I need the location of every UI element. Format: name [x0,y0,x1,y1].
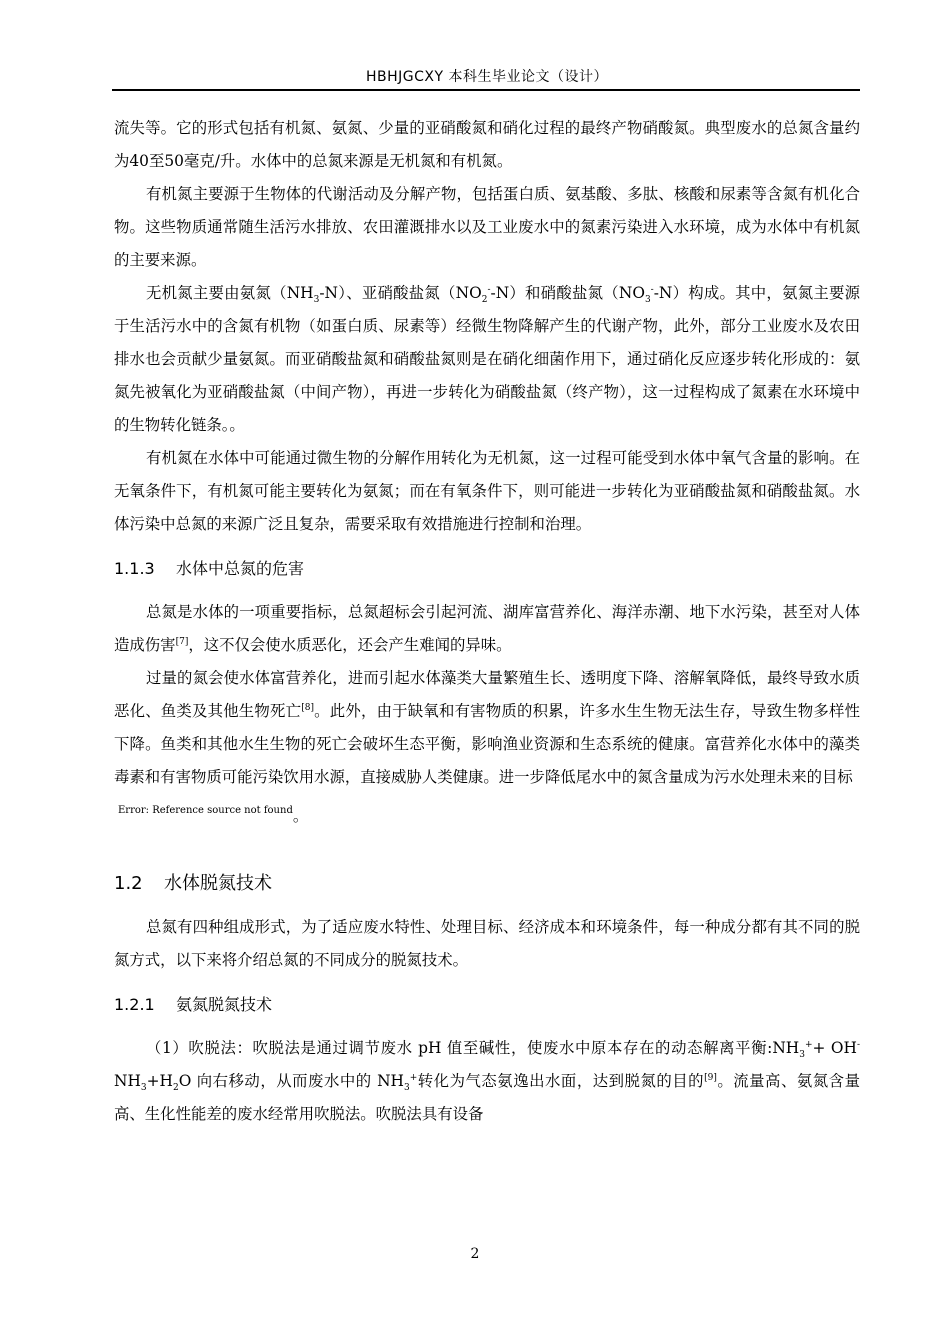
superscript: + [409,1072,418,1083]
citation-link[interactable]: [9] [704,1072,717,1083]
paragraph [114,662,860,833]
page-header: HBHJGCXY 本科生毕业论文（设计） [365,69,608,85]
heading-title: 氨氮脱氮技术 [176,995,273,1014]
subscript: 3 [799,1050,805,1061]
paragraph-stripping-method [114,1032,860,1131]
text-run: NH [114,1072,141,1090]
text-run: O 向右移动，从而废水中的 NH [178,1072,404,1090]
subscript: 2 [481,295,488,306]
text-run: +H [146,1072,173,1090]
text-run: + OH [812,1039,857,1057]
text-run: （1）吹脱法：吹脱法是通过调节废水 pH 值至碱性，使废水中原本存在的动态解离平衡:NH [146,1039,800,1057]
paragraph [114,596,860,662]
heading-number: 1.1.3 [114,559,155,578]
text-run: 转化为气态氨逸出水面，达到脱氮的目的 [417,1072,705,1090]
paragraph: 总氮有四种组成形式，为了适应废水特性、处理目标、经济成本和环境条件，每一种成分都有其不同的脱氮方式，以下来将介绍总氮的不同成分的脱氮技术。 [114,918,860,969]
subscript: 3 [140,1083,147,1094]
section-heading-1-1-3 [114,557,860,581]
heading-title: 水体中总氮的危害 [176,559,305,578]
page-body [114,112,860,1131]
text-run: 无机氮主要由氨氮（NH [146,284,314,302]
superscript: - [650,284,654,295]
header-rule [112,89,860,91]
end-mark: 。 [292,807,309,825]
text-run: -N）、亚硝酸盐氮（NO [319,284,482,302]
paragraph: 有机氮在水体中可能通过微生物的分解作用转化为无机氮，这一过程可能受到水体中氧气含量的影响。在无氧条件下，有机氮可能主要转化为氨氮；而在有氧条件下，则可能进一步转化为亚硝酸盐氮和硝酸盐氮。水体污染中总氮的来源广泛且复杂，需要采取有效措施进行控制和治理。 [114,449,860,533]
text-run: 。此外，由于缺氧和有害物质的积累，许多水生生物无法生存，导致生物多样性下降。鱼类和其他水生生物的死亡会破坏生态平衡，影响渔业资源和生态系统的健康。富营养化水体中的藻类毒素和有害物质可能污染饮用水源，直接威胁人类健康。进一步降低尾水中的氮含量成为污水处理未来的目标 [114,702,860,786]
citation-link[interactable]: [8] [301,702,314,713]
text-run: ，这不仅会使水质恶化，还会产生难闻的异味。 [188,636,512,654]
reference-error-note: Error: Reference source not found [118,805,293,816]
heading-number: 1.2 [114,873,143,894]
citation-link[interactable]: [7] [175,636,189,647]
superscript: - [856,1039,860,1050]
section-heading-1-2 [114,871,860,897]
text-run: -N）和硝酸盐氮（NO [490,284,645,302]
paragraph: 有机氮主要源于生物体的代谢活动及分解产物，包括蛋白质、氨基酸、多肽、核酸和尿素等含氮有机化合物。这些物质通常随生活污水排放、农田灌溉排水以及工业废水中的氮素污染进入水环境，成为水体中有机氮的主要来源。 [114,185,860,269]
subscript: 3 [313,295,320,306]
paragraph: 流失等。它的形式包括有机氮、氨氮、少量的亚硝酸氮和硝化过程的最终产物硝酸氮。典型废水的总氮含量约为40至50毫克/升。水体中的总氮来源是无机氮和有机氮。 [114,119,860,170]
superscript: - [487,284,491,295]
superscript: + [804,1039,813,1050]
page-number: 2 [470,1246,480,1262]
section-heading-1-2-1 [114,993,860,1017]
subscript: 2 [172,1083,179,1094]
paragraph-inorganic-nitrogen [114,277,860,442]
text-run: -N）构成。其中，氨氮主要源于生活污水中的含氮有机物（如蛋白质、尿素等）经微生物降解产生的代谢产物，此外，部分工业废水及农田排水也会贡献少量氨氮。而亚硝酸盐氮和硝酸盐氮则是在硝化细菌作用下，通过硝化反应逐步转化形成的：氨氮先被氧化为亚硝酸盐氮（中间产物），再进一步转化为硝酸盐氮（终产物），这一过程构成了氮素在水环境中的生物转化链条。。 [114,284,860,434]
subscript: 3 [644,295,651,306]
text-run: 过量的氮会使水体富营养化，进而引起水体藻类大量繁殖生长、透明度下降、溶解氧降低，最终导致水质恶化、鱼类及其他生物死亡 [114,669,860,720]
heading-title: 水体脱氮技术 [164,873,272,894]
heading-number: 1.2.1 [114,995,155,1014]
subscript: 3 [403,1083,410,1094]
text-run: 。流量高、氨氮含量高、生化性能差的废水经常用吹脱法。吹脱法具有设备 [114,1072,860,1123]
text-run: 总氮是水体的一项重要指标，总氮超标会引起河流、湖库富营养化、海洋赤潮、地下水污染，甚至对人体造成伤害 [114,603,860,654]
